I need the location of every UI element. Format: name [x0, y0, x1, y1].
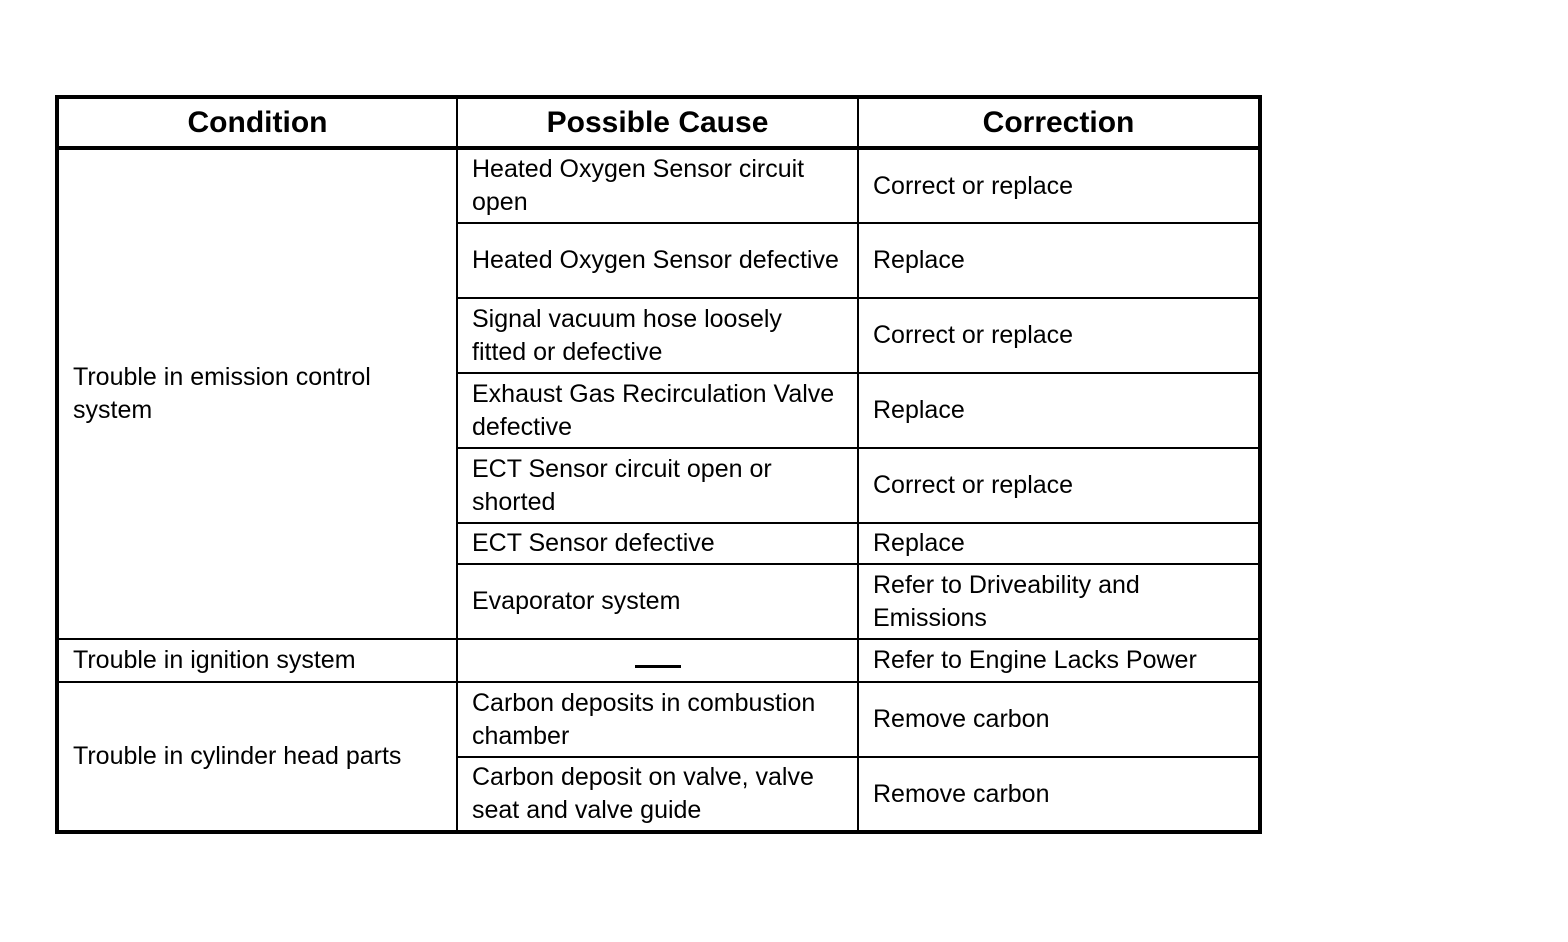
correction-cell: Replace — [858, 223, 1260, 298]
diagnosis-table — [55, 95, 1262, 834]
header-correction: Correction — [858, 97, 1260, 148]
cause-cell: Evaporator system — [457, 564, 858, 639]
condition-cell: Trouble in ignition system — [57, 639, 457, 682]
header-row — [57, 97, 1260, 148]
correction-cell: Remove carbon — [858, 757, 1260, 832]
cause-cell: Carbon deposits in combustion chamber — [457, 682, 858, 757]
correction-cell: Correct or replace — [858, 448, 1260, 523]
correction-cell: Correct or replace — [858, 298, 1260, 373]
cause-cell-empty — [457, 639, 858, 682]
correction-cell: Correct or replace — [858, 148, 1260, 223]
table-row — [57, 639, 1260, 682]
cause-cell: Signal vacuum hose loosely fitted or defective — [457, 298, 858, 373]
correction-cell: Replace — [858, 523, 1260, 564]
condition-cell: Trouble in emission control system — [57, 148, 457, 639]
header-possible-cause: Possible Cause — [457, 97, 858, 148]
table-row — [57, 148, 1260, 223]
cause-cell: Heated Oxygen Sensor defective — [457, 223, 858, 298]
correction-cell: Refer to Driveability and Emissions — [858, 564, 1260, 639]
header-condition: Condition — [57, 97, 457, 148]
dash-mark — [635, 665, 681, 668]
correction-cell: Replace — [858, 373, 1260, 448]
correction-cell: Refer to Engine Lacks Power — [858, 639, 1260, 682]
cause-cell: ECT Sensor defective — [457, 523, 858, 564]
cause-cell: Heated Oxygen Sensor circuit open — [457, 148, 858, 223]
correction-cell: Remove carbon — [858, 682, 1260, 757]
cause-cell: Exhaust Gas Recirculation Valve defective — [457, 373, 858, 448]
cause-cell: Carbon deposit on valve, valve seat and valve guide — [457, 757, 858, 832]
condition-cell: Trouble in cylinder head parts — [57, 682, 457, 832]
cause-cell: ECT Sensor circuit open or shorted — [457, 448, 858, 523]
table-row — [57, 682, 1260, 757]
